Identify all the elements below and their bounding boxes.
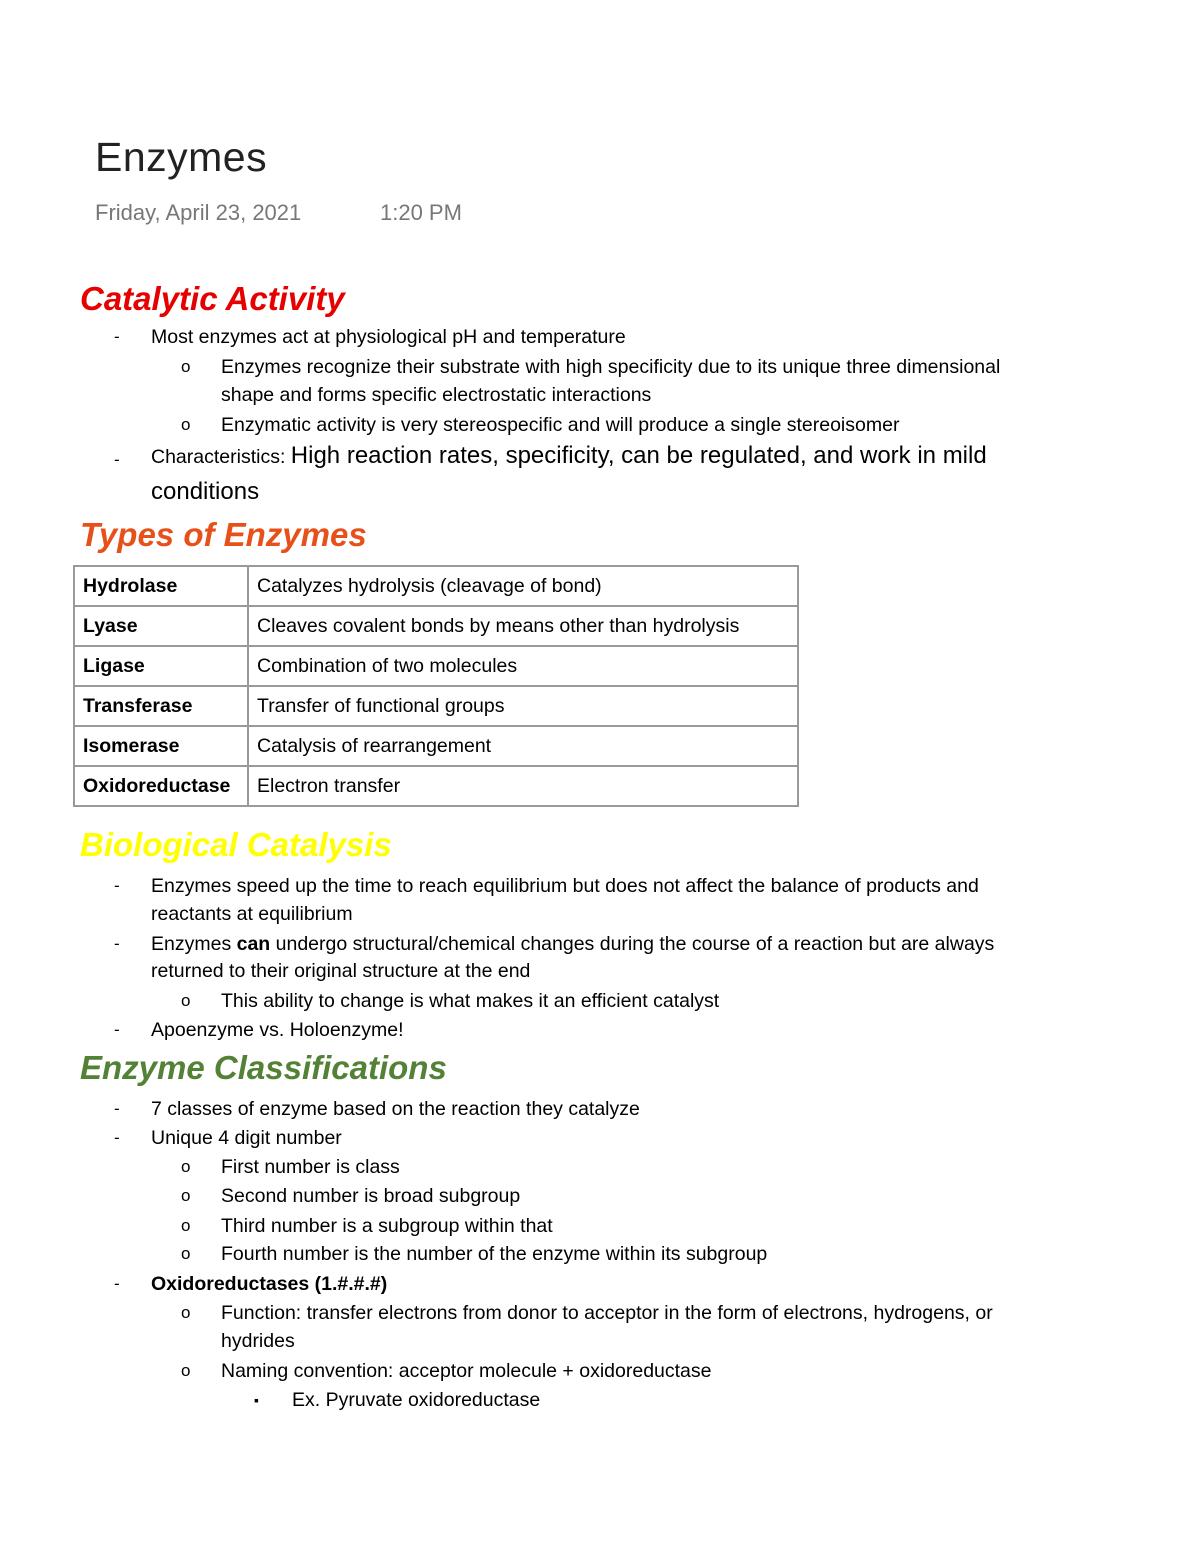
catalytic-activity-heading: Catalytic Activity [80,280,345,317]
list-item-continued: reactants at equilibrium [151,903,353,925]
biological-catalysis-heading: Biological Catalysis [80,826,392,863]
table-row [74,726,798,766]
enzyme-type-name: Ligase [74,646,248,686]
list-item: Second number is broad subgroup [221,1185,521,1207]
characteristics-text: High reaction rates, specificity, can be regulated, and work in mild [290,442,987,469]
list-item: Enzymes speed up the time to reach equilibrium but does not affect the balance of products and [151,875,979,897]
list-item: Function: transfer electrons from donor to acceptor in the form of electrons, hydrogens, or [221,1302,993,1324]
types-of-enzymes-heading: Types of Enzymes [80,516,367,553]
list-item-continued: returned to their original structure at the end [151,960,531,982]
list-item: Ex. Pyruvate oxidoreductase [292,1389,541,1411]
list-item: 7 classes of enzyme based on the reaction they catalyze [151,1098,640,1120]
circle-bullet: o [181,1244,191,1263]
list-item-continued: shape and forms specific electrostatic interactions [221,384,652,406]
table-row [74,686,798,726]
dash-bullet: - [114,1099,120,1118]
enzyme-type-name: Transferase [74,686,248,726]
enzyme-classifications-heading: Enzyme Classifications [80,1049,447,1086]
enzyme-type-name: Isomerase [74,726,248,766]
enzyme-type-name: Lyase [74,606,248,646]
enzyme-types-table [73,565,799,807]
enzyme-type-description: Combination of two molecules [248,646,798,686]
list-item: Most enzymes act at physiological pH and temperature [151,326,626,348]
list-item: Oxidoreductases (1.#.#.#) [151,1273,388,1295]
dash-bullet: - [114,1128,120,1147]
circle-bullet: o [181,1186,191,1205]
table-row [74,766,798,806]
text-run: Enzymes [151,933,237,955]
enzyme-type-description: Cleaves covalent bonds by means other than hydrolysis [248,606,798,646]
list-item: Naming convention: acceptor molecule + oxidoreductase [221,1360,712,1382]
enzyme-type-name: Hydrolase [74,566,248,606]
enzyme-type-description: Electron transfer [248,766,798,806]
list-item: Enzymatic activity is very stereospecific and will produce a single stereoisomer [221,414,900,436]
enzyme-type-description: Catalyzes hydrolysis (cleavage of bond) [248,566,798,606]
circle-bullet: o [181,1303,191,1322]
enzyme-type-name: Oxidoreductase [74,766,248,806]
dash-bullet: - [114,1274,120,1293]
list-item: Apoenzyme vs. Holoenzyme! [151,1019,404,1041]
circle-bullet: o [181,357,191,376]
page-time: 1:20 PM [380,200,462,225]
table-row [74,606,798,646]
dash-bullet: - [114,1020,120,1039]
emphasis-can: can [236,933,271,955]
page-date: Friday, April 23, 2021 [95,200,302,225]
circle-bullet: o [181,1216,191,1235]
circle-bullet: o [181,415,191,434]
text-run: undergo structural/chemical changes during the course of a reaction but are always [270,933,995,955]
table-row [74,566,798,606]
list-item: This ability to change is what makes it an efficient catalyst [221,990,720,1012]
dash-bullet: - [114,934,120,953]
list-item: First number is class [221,1156,400,1178]
enzyme-type-description: Transfer of functional groups [248,686,798,726]
circle-bullet: o [181,1361,191,1380]
list-item-continued: conditions [151,478,260,505]
dash-bullet: - [114,327,120,346]
list-item: Enzymes recognize their substrate with high specificity due to its unique three dimensional [221,356,1001,378]
dash-bullet: - [114,450,120,469]
characteristics-label: Characteristics: [151,446,291,468]
list-item-continued: hydrides [221,1330,295,1352]
enzyme-type-description: Catalysis of rearrangement [248,726,798,766]
list-item: Fourth number is the number of the enzyme within its subgroup [221,1243,768,1265]
page-title: Enzymes [95,134,268,180]
list-item [151,442,987,471]
table-row [74,646,798,686]
list-item [151,930,994,958]
dash-bullet: - [114,876,120,895]
circle-bullet: o [181,1157,191,1176]
list-item: Unique 4 digit number [151,1127,342,1149]
circle-bullet: o [181,991,191,1010]
list-item: Third number is a subgroup within that [221,1215,553,1237]
square-bullet: ▪ [254,1392,259,1408]
